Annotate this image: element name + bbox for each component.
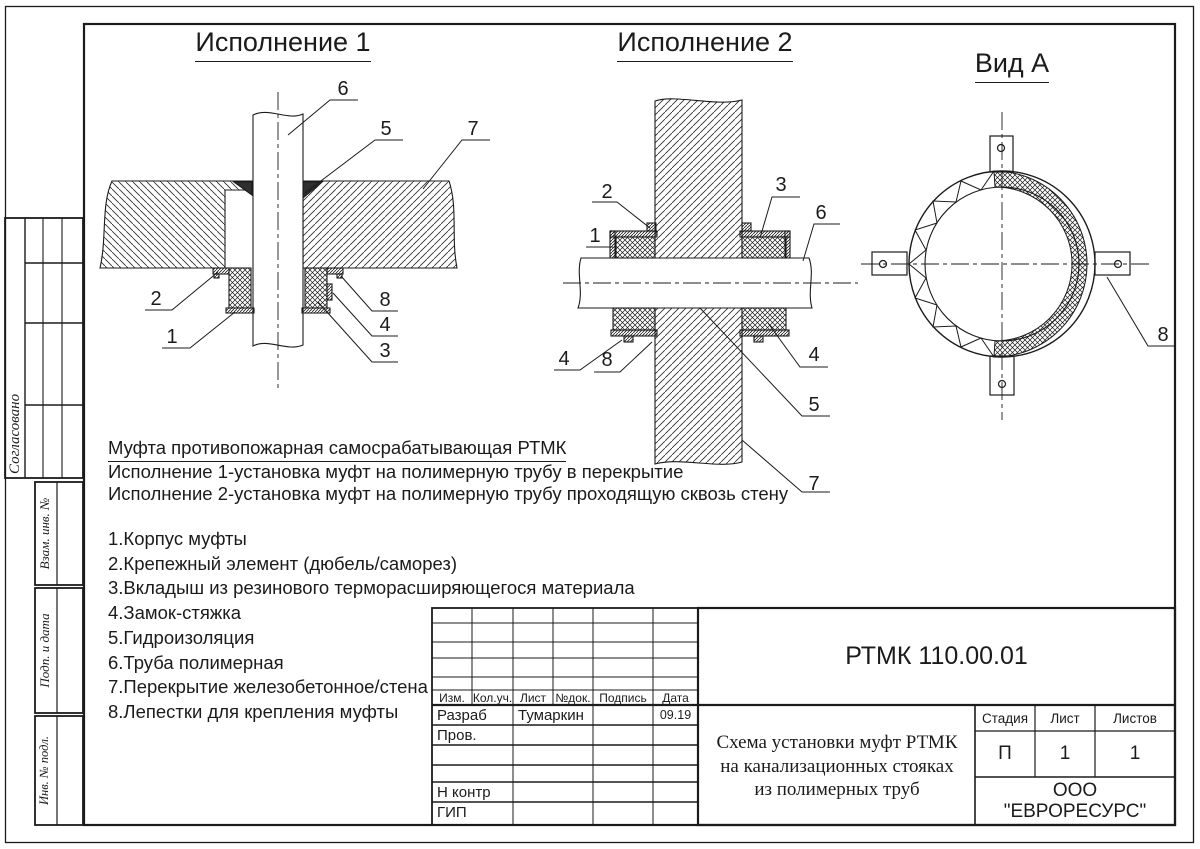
legend-item: 3.Вкладыш из резинового терморасширяющегося материала: [108, 577, 635, 599]
rev-col-podpis: Подпись: [599, 690, 647, 705]
callout-number: 6: [337, 78, 349, 100]
ncontrol-role: Н контр: [437, 784, 491, 801]
legend-item: 5.Гидроизоляция: [108, 626, 255, 648]
callout-number: 8: [1157, 324, 1169, 346]
rev-col-koluch: Кол.уч.: [472, 690, 513, 705]
legend-item: 7.Перекрытие железобетонное/стена: [108, 676, 428, 698]
callout-number: 1: [166, 326, 178, 348]
developer-date: 09.19: [659, 708, 692, 722]
callout-number: 8: [601, 349, 613, 371]
gip-role: ГИП: [437, 804, 467, 821]
legend-item: 4.Замок-стяжка: [108, 602, 242, 624]
callout-number: 6: [815, 202, 827, 224]
callout-number: 4: [379, 314, 391, 336]
sheet-label: Лист: [1050, 710, 1080, 726]
callout-number: 7: [467, 118, 479, 140]
stamp-approved-label: Согласовано: [7, 393, 23, 474]
stamp-sign-date-label: Подп. и дата: [37, 613, 52, 688]
legend-item: 2.Крепежный элемент (дюбель/саморез): [108, 552, 458, 574]
exec1-drawing: [100, 92, 490, 392]
developer-name: Тумаркин: [518, 707, 584, 724]
legend-item: 8.Лепестки для крепления муфты: [108, 700, 399, 722]
viewA-title: Вид А: [942, 48, 1082, 83]
callout-number: 5: [808, 394, 820, 416]
callout-number: 2: [601, 181, 613, 203]
callout-number: 4: [808, 344, 820, 366]
stamp-subst-inv-label: Взам. инв. №: [37, 497, 52, 570]
stage-label: Стадия: [981, 710, 1029, 726]
exec2-title: Исполнение 2: [605, 27, 805, 62]
callout-number: 8: [379, 289, 391, 311]
exec2-drawing: [554, 99, 858, 492]
callout-number: 4: [558, 348, 570, 370]
project-name: Схема установки муфт РТМК на канализационных стояках из полимерных труб: [716, 732, 958, 801]
checker-role: Пров.: [437, 727, 477, 744]
callout-number: 7: [808, 473, 820, 495]
rev-col-ndoc: №док.: [555, 690, 591, 705]
exec2-description: Исполнение 2-установка муфт на полимерную трубу проходящую сквозь стену: [108, 483, 789, 504]
developer-role: Разраб: [437, 707, 487, 724]
legend-item: 6.Труба полимерная: [108, 651, 284, 673]
viewA-drawing: [861, 112, 1174, 420]
company-name: ООО "ЕВРОРЕСУРС": [1003, 780, 1147, 822]
legend-item: 1.Корпус муфты: [108, 528, 247, 549]
callout-number: 3: [379, 340, 391, 362]
exec1-description: Исполнение 1-установка муфт на полимерную трубу в перекрытие: [108, 461, 684, 482]
rev-col-list: Лист: [519, 690, 547, 705]
stamp-inv-label: Инв. № подл.: [37, 735, 51, 806]
rev-col-izm: Изм.: [439, 690, 465, 705]
callout-number: 3: [775, 174, 787, 196]
document-number: РТМК 110.00.01: [845, 642, 1028, 670]
sheets-value: 1: [1129, 743, 1141, 764]
stage-value: П: [998, 743, 1012, 764]
sheet-value: 1: [1059, 743, 1071, 764]
callout-number: 5: [380, 118, 392, 140]
exec1-title: Исполнение 1: [183, 27, 383, 62]
product-heading: Муфта противопожарная самосрабатывающая РТМК: [108, 437, 566, 462]
rev-col-data: Дата: [662, 690, 689, 705]
callout-number: 2: [150, 288, 162, 310]
callout-number: 1: [589, 225, 601, 247]
sheets-label: Листов: [1113, 710, 1157, 726]
